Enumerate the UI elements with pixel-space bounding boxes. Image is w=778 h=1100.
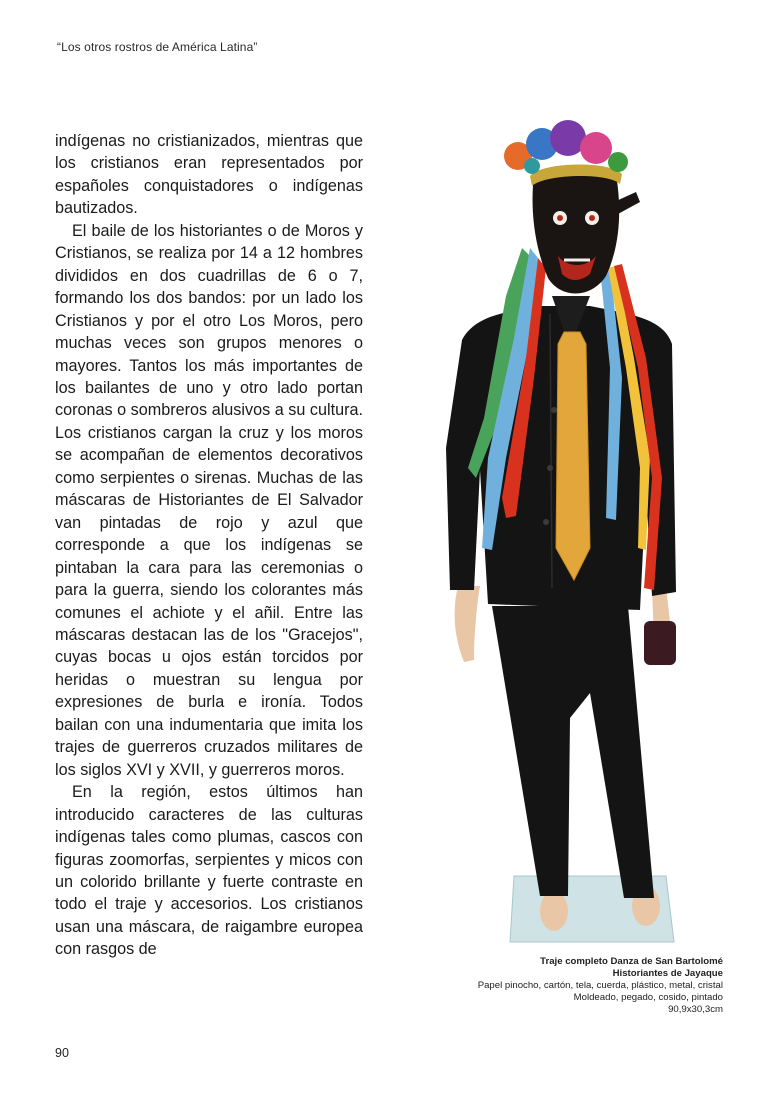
mask-right-pupil (589, 215, 595, 221)
body-text-column (55, 130, 363, 961)
held-object (644, 621, 676, 665)
flower-green (608, 152, 628, 172)
jacket-button (543, 519, 549, 525)
costume-photo (440, 118, 690, 948)
caption-dimensions: 90,9x30,3cm (668, 1004, 723, 1015)
jacket-button (547, 465, 553, 471)
jacket-button (551, 407, 557, 413)
figure-caption (423, 956, 723, 1016)
tie (556, 332, 590, 580)
flower-teal (524, 158, 540, 174)
mask-left-pupil (557, 215, 563, 221)
caption-subtitle: Historiantes de Jayaque (612, 968, 723, 979)
paragraph: El baile de los historiantes o de Moros y Cristianos, se realiza por 14 a 12 hombres divididos en dos cuadrillas de 6 o 7, formando los dos bandos: por un lado los Cristianos y por el otro Los Moros, pero muchas veces son grupos menores o mayores. Tantos los más importantes de los bailantes de uno y otro lado portan coronas o sombreros alusivos a su cultura. Los cristianos cargan la cruz y los moros se acompañan de elementos decorativos como serpientes o sirenas. Muchas de las máscaras de Historiantes de El Salvador van pintadas de rojo y azul que corresponde a que los indígenas se pintaban la cara para las ceremonias o para la guerra, siendo los colorantes más comunes el achiote y el añil. Entre las máscaras destacan las de los "Gracejos", cuyas bocas u ojos están torcidos por heridas o muestran su lengua por expresiones de burla e ironía. Todos bailan con una indumentaria que imita los trajes de guerreros cruzados militares de los siglos XVI y XVII, y guerreros moros. (55, 221, 363, 779)
left-hand (455, 586, 480, 662)
page-number: 90 (55, 1046, 69, 1060)
trousers (492, 606, 654, 898)
caption-technique: Moldeado, pegado, cosido, pintado (573, 992, 723, 1003)
left-foot (540, 891, 568, 931)
paragraph: indígenas no cristianizados, mientras que los cristianos eran representados por españoles conquistadores o indígenas bautizados. (55, 132, 363, 218)
costume-illustration (440, 118, 690, 948)
running-title: “Los otros rostros de América Latina” (57, 40, 258, 54)
flower-pink (580, 132, 612, 164)
paragraph: En la región, estos últimos han introducido caracteres de las culturas indígenas tales como plumas, cascos con figuras zoomorfas, serpientes y micos con un colorido brillante y fuerte contraste en todo el traje y accesorios. Los cristianos usan una máscara, de raigambre europea con rasgos de (55, 783, 363, 959)
caption-materials: Papel pinocho, cartón, tela, cuerda, plástico, metal, cristal (477, 980, 723, 991)
caption-title: Traje completo Danza de San Bartolomé (540, 956, 723, 967)
